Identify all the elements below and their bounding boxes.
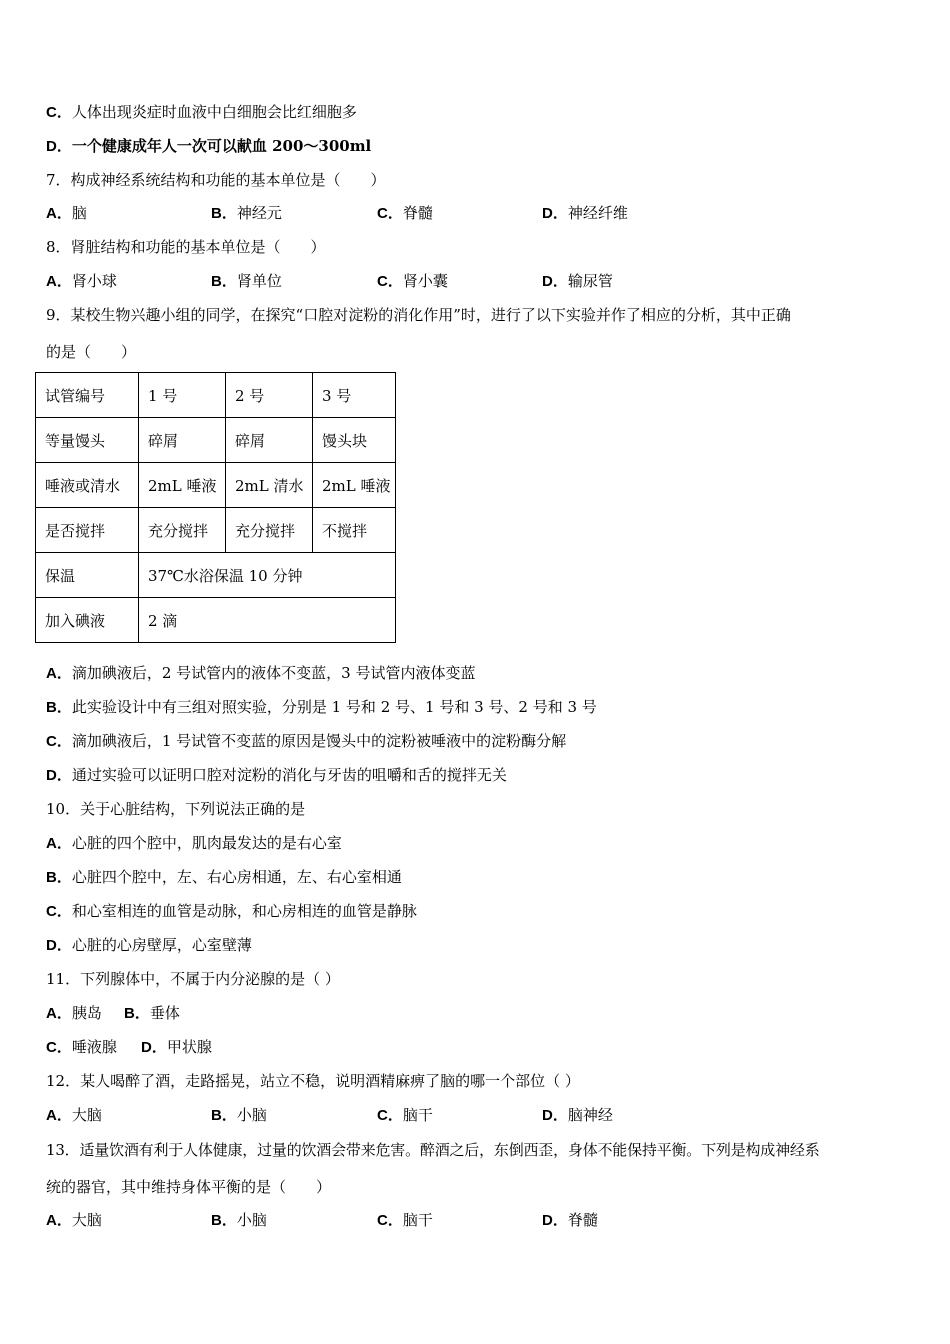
option-label: B． [124, 1005, 150, 1022]
option-text: 小脑 [236, 1106, 267, 1124]
table-cell: 保温 [36, 553, 139, 598]
option-label: C． [46, 104, 72, 121]
table-row [36, 598, 396, 643]
q10-stem: 10．关于心脏结构，下列说法正确的是 [46, 800, 306, 818]
table-cell: 等量馒头 [36, 418, 139, 463]
option-text: 脑 [71, 204, 87, 222]
table-cell: 2mL 清水 [226, 463, 313, 508]
option-label: D． [542, 273, 568, 290]
option-text: 神经纤维 [567, 204, 628, 222]
q9-option-b [46, 697, 597, 718]
table-cell: 1 号 [139, 373, 226, 418]
option-text: 滴加碘液后，2 号试管内的液体不变蓝，3 号试管内液体变蓝 [71, 664, 476, 682]
option-label: A． [46, 1212, 72, 1229]
q13-option-d [542, 1210, 598, 1231]
table-cell: 2 号 [226, 373, 313, 418]
option-text: 大脑 [71, 1106, 102, 1124]
q12-option-d [542, 1105, 613, 1126]
option-label: B． [46, 869, 72, 886]
q6-option-c [46, 102, 357, 123]
option-label: B． [211, 205, 237, 222]
option-text: 脊髓 [402, 204, 433, 222]
q10-option-d [46, 935, 252, 956]
table-cell: 2mL 唾液 [313, 463, 396, 508]
option-text: 大脑 [71, 1211, 102, 1229]
q9-option-c [46, 731, 566, 752]
option-label: A． [46, 1107, 72, 1124]
option-label: B． [211, 1212, 237, 1229]
table-row [36, 373, 396, 418]
option-text: 垂体 [149, 1004, 180, 1022]
q12-option-c [377, 1105, 433, 1126]
table-cell: 碎屑 [226, 418, 313, 463]
option-text: 小脑 [236, 1211, 267, 1229]
table-cell: 充分搅拌 [226, 508, 313, 553]
q12-option-a [46, 1105, 102, 1126]
experiment-table [35, 372, 396, 643]
q12-option-b [211, 1105, 267, 1126]
q11-option-c [46, 1037, 117, 1058]
q11-options-row2 [46, 1037, 906, 1057]
option-text: 脑神经 [567, 1106, 613, 1124]
option-label: C． [377, 1107, 403, 1124]
option-label: A． [46, 205, 72, 222]
q7-option-c [377, 203, 433, 224]
q12-stem: 12．某人喝醉了酒，走路摇晃，站立不稳，说明酒精麻痹了脑的哪一个部位（ ） [46, 1072, 580, 1090]
option-text: 脑干 [402, 1106, 433, 1124]
q13-option-b [211, 1210, 267, 1231]
option-label: C． [46, 733, 72, 750]
option-label: D． [542, 1107, 568, 1124]
option-text: 和心室相连的血管是动脉，和心房相连的血管是静脉 [71, 902, 417, 920]
option-label: D． [46, 767, 72, 784]
table-row [36, 463, 396, 508]
option-label: D． [141, 1039, 167, 1056]
option-label: A． [46, 1005, 72, 1022]
q7-stem: 7．构成神经系统结构和功能的基本单位是（ ） [46, 171, 386, 189]
table-row [36, 553, 396, 598]
option-text: 甲状腺 [166, 1038, 212, 1056]
option-text: 此实验设计中有三组对照实验，分别是 1 号和 2 号、1 号和 3 号、2 号和 3 号 [71, 698, 597, 716]
q8-option-d [542, 271, 613, 292]
table-cell: 加入碘液 [36, 598, 139, 643]
option-text: 心脏四个腔中，左、右心房相通，左、右心室相通 [71, 868, 402, 886]
table-row [36, 418, 396, 463]
q11-stem: 11．下列腺体中，不属于内分泌腺的是（ ） [46, 970, 340, 988]
option-text: 胰岛 [71, 1004, 102, 1022]
q10-option-c [46, 901, 417, 922]
option-text: 肾小囊 [402, 272, 448, 290]
q13-option-c [377, 1210, 433, 1231]
q11-options-row1 [46, 1003, 906, 1023]
table-cell: 3 号 [313, 373, 396, 418]
option-label: C． [46, 903, 72, 920]
option-label: B． [46, 699, 72, 716]
table-row [36, 508, 396, 553]
table-cell: 2 滴 [139, 598, 396, 643]
option-label: D． [46, 937, 72, 954]
option-label: B． [211, 1107, 237, 1124]
q13-option-a [46, 1210, 102, 1231]
option-label: D． [46, 138, 72, 155]
option-text: 人体出现炎症时血液中白细胞会比红细胞多 [71, 103, 357, 121]
q7-option-a [46, 203, 87, 224]
option-label: B． [211, 273, 237, 290]
q8-stem: 8．肾脏结构和功能的基本单位是（ ） [46, 238, 326, 256]
option-text: 脊髓 [567, 1211, 598, 1229]
q13-options [46, 1210, 906, 1230]
table-cell: 充分搅拌 [139, 508, 226, 553]
q6-option-d [46, 136, 371, 157]
q11-option-b [124, 1003, 180, 1024]
option-label: A． [46, 273, 72, 290]
q13-stem-line1: 13．适量饮酒有利于人体健康，过量的饮酒会带来危害。醉酒之后，东倒西歪，身体不能保持平衡。下列是构成神经系 [46, 1141, 820, 1159]
table-cell: 馒头块 [313, 418, 396, 463]
q8-option-a [46, 271, 117, 292]
table-cell: 试管编号 [36, 373, 139, 418]
q9-option-a [46, 663, 475, 684]
option-text: 神经元 [236, 204, 282, 222]
q10-option-b [46, 867, 402, 888]
table-cell: 是否搅拌 [36, 508, 139, 553]
option-text: 一个健康成年人一次可以献血 200～300ml [71, 137, 372, 155]
table-cell: 唾液或清水 [36, 463, 139, 508]
table-cell: 2mL 唾液 [139, 463, 226, 508]
q8-option-b [211, 271, 282, 292]
option-text: 心脏的四个腔中，肌肉最发达的是右心室 [71, 834, 342, 852]
q7-option-b [211, 203, 282, 224]
option-text: 唾液腺 [71, 1038, 117, 1056]
q7-options [46, 203, 906, 223]
q11-option-d [141, 1037, 212, 1058]
table-cell: 碎屑 [139, 418, 226, 463]
option-text: 心脏的心房壁厚，心室壁薄 [71, 936, 252, 954]
option-label: A． [46, 665, 72, 682]
q9-option-d [46, 765, 507, 786]
table-cell: 37℃水浴保温 10 分钟 [139, 553, 396, 598]
q12-options [46, 1105, 906, 1125]
option-label: C． [377, 273, 403, 290]
option-label: C． [46, 1039, 72, 1056]
option-text: 通过实验可以证明口腔对淀粉的消化与牙齿的咀嚼和舌的搅拌无关 [71, 766, 507, 784]
option-label: D． [542, 205, 568, 222]
q13-stem-line2: 统的器官，其中维持身体平衡的是（ ） [46, 1178, 332, 1196]
option-label: A． [46, 835, 72, 852]
option-text: 肾单位 [236, 272, 282, 290]
option-text: 脑干 [402, 1211, 433, 1229]
table-cell: 不搅拌 [313, 508, 396, 553]
q10-option-a [46, 833, 342, 854]
option-text: 滴加碘液后，1 号试管不变蓝的原因是馒头中的淀粉被唾液中的淀粉酶分解 [71, 732, 567, 750]
q9-stem-line1: 9．某校生物兴趣小组的同学，在探究“口腔对淀粉的消化作用”时，进行了以下实验并作了相应的分析，其中正确 [46, 306, 791, 324]
q9-stem-line2: 的是（ ） [46, 343, 137, 361]
option-label: C． [377, 205, 403, 222]
q11-option-a [46, 1003, 102, 1024]
option-label: C． [377, 1212, 403, 1229]
option-text: 输尿管 [567, 272, 613, 290]
q8-options [46, 271, 906, 291]
q7-option-d [542, 203, 628, 224]
option-label: D． [542, 1212, 568, 1229]
q8-option-c [377, 271, 448, 292]
option-text: 肾小球 [71, 272, 117, 290]
